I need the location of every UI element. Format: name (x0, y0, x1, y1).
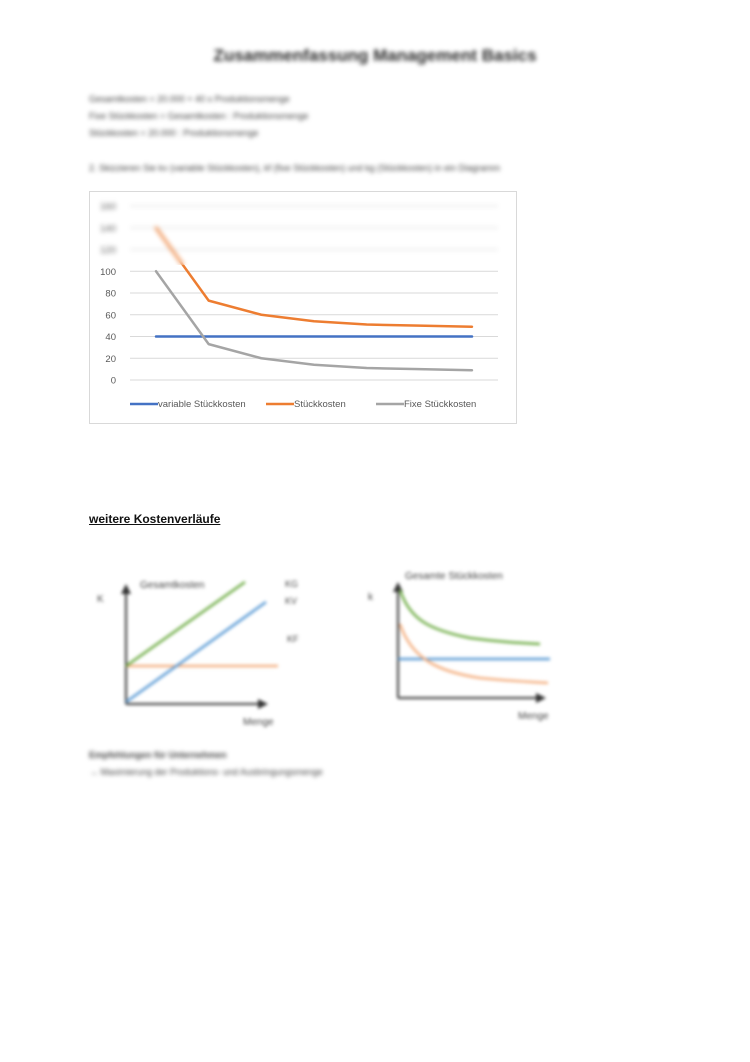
y-tick-label: 60 (105, 310, 116, 322)
y-tick-label: 120 (100, 245, 116, 256)
sketch-left-y-label: K (97, 594, 104, 605)
section-heading-cost-curves: weitere Kostenverläufe (89, 512, 221, 526)
y-tick-label: 80 (105, 288, 116, 300)
formula-unit-costs: Stückkosten = 20.000 : Produktionsmenge (89, 128, 259, 138)
unit-costs-sketch (0, 560, 600, 740)
sketch-left-kv-label: KV (285, 596, 298, 606)
task-instruction: 2. Skizzieren Sie kv (variable Stückkosten), kf (fixe Stückkosten) und kg (Stückkosten) in ein Diagramm (89, 163, 501, 173)
sketch-right-x-label: Menge (518, 711, 549, 722)
recommendations-item: → Maximierung der Produktions- und Ausbringungsmenge (89, 767, 323, 777)
formula-fixed-unit-costs: Fixe Stückkosten = Gesamtkosten : Produktionsmenge (89, 111, 309, 121)
legend-label: variable Stückkosten (158, 399, 246, 410)
unit-costs-chart (89, 191, 517, 424)
y-tick-label: 100 (100, 266, 116, 278)
sketch-right-kf-curve (400, 624, 548, 683)
sketch-right-y-arrow (393, 582, 403, 592)
sketch-left-kg-label: KG (285, 579, 299, 589)
y-tick-label: 20 (105, 353, 116, 365)
page-title: Zusammenfassung Management Basics (213, 46, 537, 65)
y-tick-label: 0 (110, 375, 116, 387)
legend-label: Fixe Stückkosten (404, 399, 477, 410)
y-tick-label: 140 (100, 223, 116, 235)
y-tick-label: 40 (105, 332, 116, 343)
y-tick-label: 160 (100, 201, 116, 213)
sketch-right-kg-curve (400, 590, 540, 644)
sketch-right-x-arrow (536, 693, 546, 703)
sketch-left-x-label: Menge (243, 717, 274, 728)
recommendations-heading: Empfehlungen für Unternehmen (89, 750, 227, 760)
sketch-right-y-label: k (368, 592, 373, 603)
sketch-left-kf-label: KF (287, 634, 299, 644)
sketch-left-title: Gesamtkosten (140, 580, 205, 591)
chart-blur-overlay (90, 192, 516, 265)
sketch-right-title: Gesamte Stückkosten (405, 571, 503, 582)
legend-label: Stückkosten (294, 399, 346, 410)
formula-total-costs: Gesamtkosten = 20.000 + 40 x Produktionsmenge (89, 94, 290, 104)
